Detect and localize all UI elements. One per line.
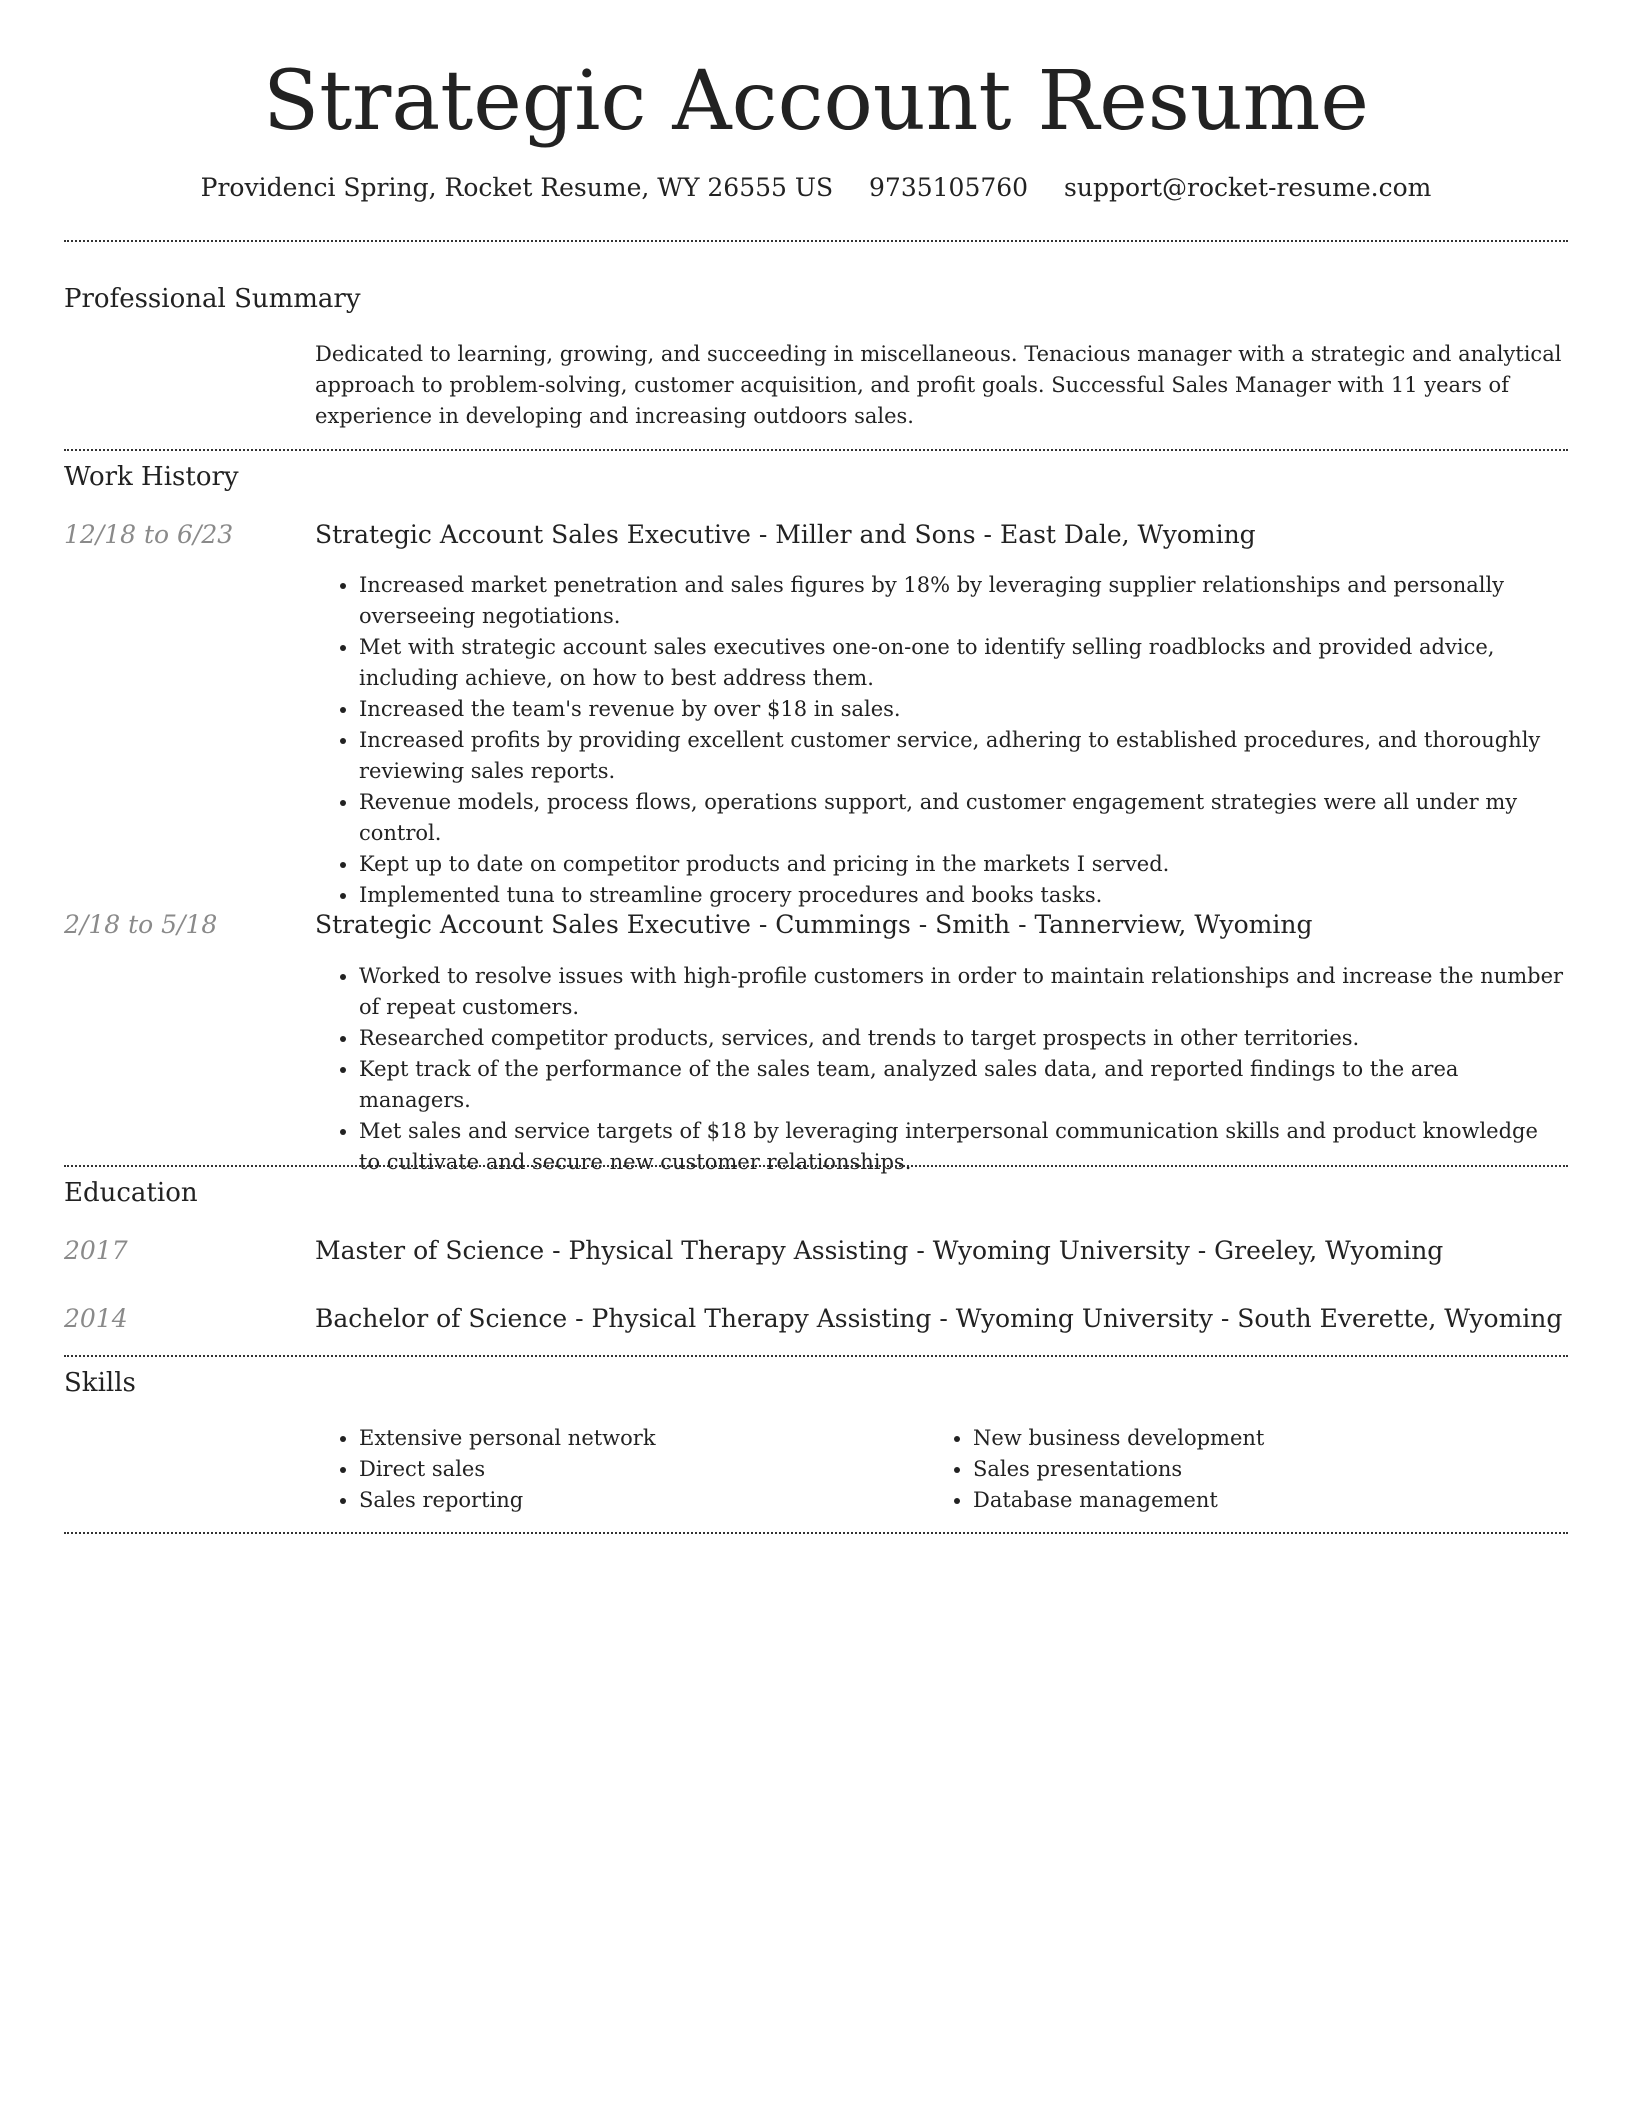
summary-text: Dedicated to learning, growing, and succeeding in miscellaneous. Tenacious manager with a strategic and analytical approach to problem-solving, customer acquisition, and profit goals. Successful Sales Manager with 11 years of experience in developing and increasing outdoors sales. bbox=[315, 342, 1562, 428]
section-title-skills: Skills bbox=[64, 1368, 136, 1398]
education-degree: Bachelor of Science - Physical Therapy Assisting - Wyoming University - South Everette, Wyoming bbox=[315, 1304, 1563, 1333]
skills-list-left bbox=[315, 1423, 915, 1516]
section-title-education: Education bbox=[64, 1178, 198, 1208]
list-item: • Revenue models, process flows, operations support, and customer engagement strategies were all under my control. bbox=[359, 787, 1565, 849]
list-item: • Increased market penetration and sales figures by 18% by leveraging supplier relationships and personally overseeing negotiations. bbox=[359, 570, 1565, 632]
list-item: • Kept track of the performance of the sales team, analyzed sales data, and reported findings to the area managers. bbox=[359, 1054, 1565, 1116]
list-item: • Sales reporting bbox=[359, 1485, 915, 1516]
list-item: • Worked to resolve issues with high-profile customers in order to maintain relationships and increase the number of repeat customers. bbox=[359, 961, 1565, 1023]
job-title: Strategic Account Sales Executive - Cummings - Smith - Tannerview, Wyoming bbox=[315, 910, 1313, 939]
contact-address: Providenci Spring, Rocket Resume, WY 26555 US bbox=[200, 173, 834, 202]
list-item: • Met with strategic account sales executives one-on-one to identify selling roadblocks and provided advice, including achieve, on how to best address them. bbox=[359, 632, 1565, 694]
education-degree: Master of Science - Physical Therapy Assisting - Wyoming University - Greeley, Wyoming bbox=[315, 1236, 1444, 1265]
list-item: • Implemented tuna to streamline grocery procedures and books tasks. bbox=[359, 880, 1565, 911]
list-item: • Met sales and service targets of $18 by leveraging interpersonal communication skills and product knowledge to cultivate and secure new customer relationships. bbox=[359, 1116, 1565, 1178]
skills-list-right bbox=[929, 1423, 1529, 1516]
list-item: • Researched competitor products, services, and trends to target prospects in other territories. bbox=[359, 1023, 1565, 1054]
list-item: • New business development bbox=[973, 1423, 1529, 1454]
job-dates: 12/18 to 6/23 bbox=[64, 520, 234, 549]
job-dates: 2/18 to 5/18 bbox=[64, 910, 218, 939]
contact-line bbox=[0, 170, 1632, 206]
list-item: • Increased the team's revenue by over $18 in sales. bbox=[359, 694, 1565, 725]
contact-email: support@rocket-resume.com bbox=[1064, 173, 1432, 202]
education-year: 2017 bbox=[64, 1236, 128, 1265]
list-item: • Increased profits by providing excellent customer service, adhering to established procedures, and thoroughly reviewing sales reports. bbox=[359, 725, 1565, 787]
section-title-summary: Professional Summary bbox=[64, 284, 361, 314]
divider bbox=[64, 1355, 1568, 1357]
job-title: Strategic Account Sales Executive - Miller and Sons - East Dale, Wyoming bbox=[315, 520, 1256, 549]
list-item: • Database management bbox=[973, 1485, 1529, 1516]
job-bullets bbox=[315, 570, 1565, 911]
section-title-work: Work History bbox=[64, 462, 239, 492]
list-item: • Extensive personal network bbox=[359, 1423, 915, 1454]
job-bullets bbox=[315, 961, 1565, 1178]
list-item: • Kept up to date on competitor products and pricing in the markets I served. bbox=[359, 849, 1565, 880]
divider bbox=[64, 449, 1568, 451]
contact-phone: 9735105760 bbox=[869, 173, 1029, 202]
list-item: • Sales presentations bbox=[973, 1454, 1529, 1485]
divider bbox=[64, 240, 1568, 242]
divider bbox=[64, 1165, 1568, 1167]
education-year: 2014 bbox=[64, 1304, 128, 1333]
list-item: • Direct sales bbox=[359, 1454, 915, 1485]
resume-name: Strategic Account Resume bbox=[263, 54, 1369, 149]
divider bbox=[64, 1532, 1568, 1534]
